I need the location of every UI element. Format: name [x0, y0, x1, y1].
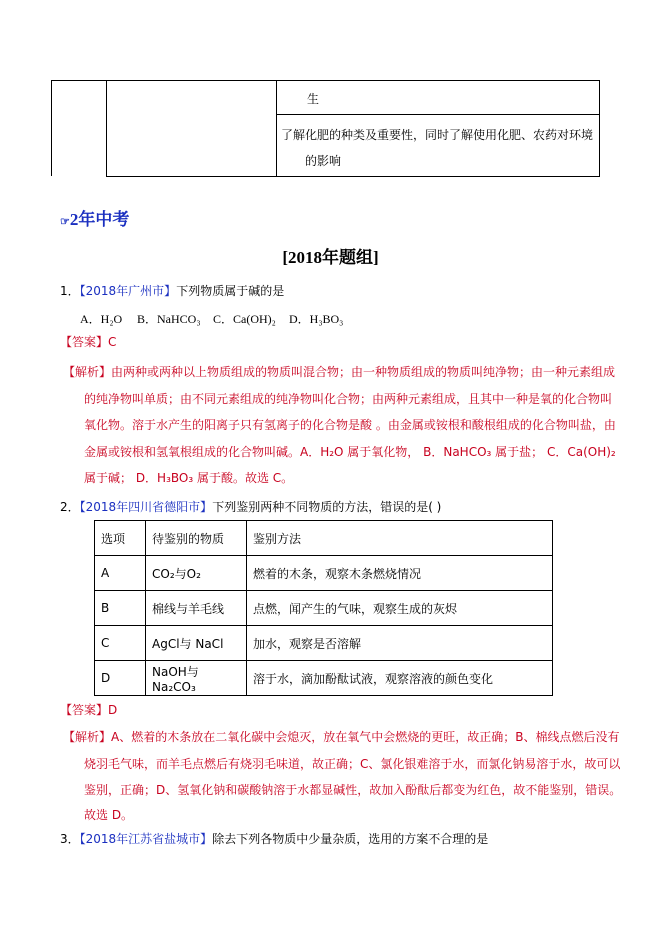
question-source: 【2018年四川省德阳市】: [79, 500, 213, 514]
analysis-2-line: 鉴别，正确；D、氢氧化钠和碳酸钠溶于水都显碱性，故加入酚酞后都变为红色，故不能鉴别，错误。: [84, 783, 622, 797]
table-cell-text: 生: [307, 92, 320, 106]
cell: D: [95, 661, 146, 696]
answer-value: C: [108, 335, 117, 349]
answer-label: 【答案】: [60, 703, 109, 717]
analysis-text: A、燃着的木条放在二氧化碳中会熄灭，放在氧气中会燃烧的更旺，故正确；B、棉线点燃后没有: [111, 730, 620, 744]
table-header-row: [95, 521, 553, 556]
question-1-options: [80, 310, 343, 327]
header-cell: 待鉴别的物质: [146, 521, 247, 556]
question-stem: 下列鉴别两种不同物质的方法，错误的是( ): [212, 500, 442, 514]
question-1: [60, 282, 284, 299]
analysis-2-line: 烧羽毛气味，而羊毛点燃后有烧羽毛味道，故正确；C、氯化银难溶于水，而氯化钠易溶于水，故可以: [84, 757, 621, 771]
table-border: [51, 80, 52, 176]
answer-2: [60, 701, 117, 718]
analysis-text: 由两种或两种以上物质组成的物质叫混合物；由一种物质组成的物质叫纯净物；由一种元素组成: [111, 365, 616, 379]
group-title: [2018年题组]: [282, 248, 379, 267]
question-number: 2．: [60, 500, 80, 514]
cell: C: [95, 626, 146, 661]
option-d: D．H₃BO₃: [289, 312, 344, 326]
table-border: [51, 80, 600, 81]
analysis-1-line: 属于碱； D．H₃BO₃ 属于酸。故选 C。: [84, 471, 294, 485]
cell: B: [95, 591, 146, 626]
analysis-label: 【解析】: [63, 365, 112, 379]
table-row: [95, 591, 553, 626]
cell: 溶于水，滴加酚酞试液，观察溶液的颜色变化: [247, 661, 553, 696]
question-2-table: [94, 520, 553, 696]
analysis-1-line: 氧化物。溶于水产生的阳离子只有氢离子的化合物是酸 。由金属或铵根和酸根组成的化合物叫盐，由: [84, 418, 616, 432]
cell: 加水，观察是否溶解: [247, 626, 553, 661]
question-source: 【2018年江苏省盐城市】: [79, 832, 213, 846]
question-source: 【2018年广州市】: [79, 284, 177, 298]
analysis-1-line: 金属或铵根和氢氧根组成的化合物叫碱。A．H₂O 属于氧化物， B．NaHCO₃ 属于盐； C．Ca(OH)₂: [84, 445, 616, 459]
table-row: [95, 661, 553, 696]
table-border: [276, 114, 599, 115]
table-row: [95, 626, 553, 661]
table-cell-text: 的影响: [305, 154, 342, 168]
option-b: B．NaHCO₃: [137, 312, 201, 326]
cell: 点燃，闻产生的气味，观察生成的灰烬: [247, 591, 553, 626]
header-cell: 选项: [95, 521, 146, 556]
option-c: C．Ca(OH)₂: [213, 312, 276, 326]
pointing-hand-icon: ☞: [60, 216, 70, 228]
section-heading-text: 2年中考: [69, 210, 130, 229]
cell: NaOH与 Na₂CO₃: [146, 661, 247, 696]
question-stem: 下列物质属于碱的是: [176, 284, 285, 298]
analysis-2-line: [63, 728, 619, 745]
cell: 燃着的木条，观察木条燃烧情况: [247, 556, 553, 591]
cell: AgCl与 NaCl: [146, 626, 247, 661]
analysis-2-line: 故选 D。: [84, 808, 134, 822]
table-row: [95, 556, 553, 591]
question-3: [60, 830, 488, 847]
cell: CO₂与O₂: [146, 556, 247, 591]
table-border: [106, 80, 107, 176]
cell: 棉线与羊毛线: [146, 591, 247, 626]
section-heading: [60, 205, 129, 230]
question-number: 3．: [60, 832, 80, 846]
header-cell: 鉴别方法: [247, 521, 553, 556]
analysis-1-line: [63, 363, 615, 380]
question-number: 1．: [60, 284, 80, 298]
table-border: [276, 80, 277, 176]
cell: A: [95, 556, 146, 591]
analysis-label: 【解析】: [63, 730, 112, 744]
question-2: [60, 498, 441, 515]
option-a: A．H₂O: [80, 312, 123, 326]
question-stem: 除去下列各物质中少量杂质，选用的方案不合理的是: [212, 832, 489, 846]
answer-label: 【答案】: [60, 335, 109, 349]
table-cell-text: 了解化肥的种类及重要性，同时了解使用化肥、农药对环境: [281, 128, 594, 142]
answer-1: [60, 333, 116, 350]
analysis-1-line: 的纯净物叫单质；由不同元素组成的纯净物叫化合物；由两种元素组成，且其中一种是氧的化合物叫: [84, 392, 613, 406]
table-border: [599, 80, 600, 176]
answer-value: D: [108, 703, 118, 717]
table-border: [106, 176, 600, 177]
